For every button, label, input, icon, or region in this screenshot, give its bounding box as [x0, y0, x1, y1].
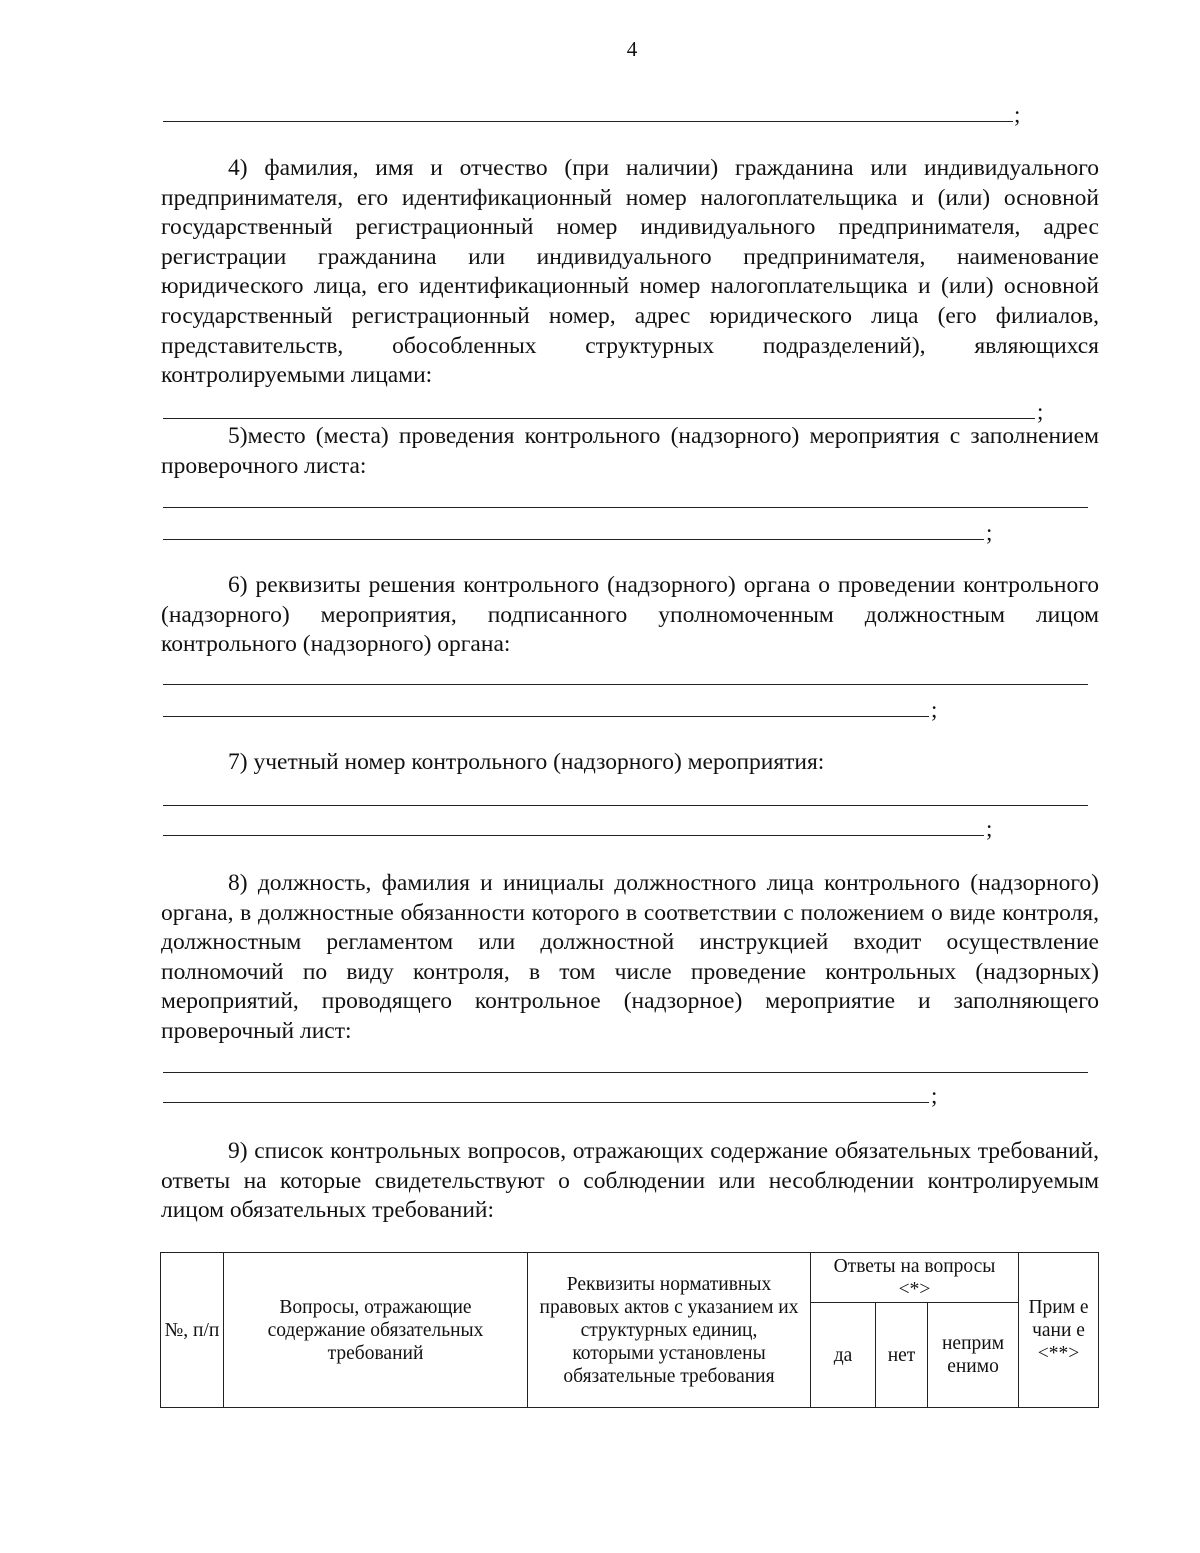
item-4-semicolon: ;	[1037, 399, 1044, 424]
item-6-semicolon: ;	[931, 697, 938, 722]
fill-line-item-5-a	[163, 507, 1088, 508]
header-answer-no: нет	[876, 1303, 928, 1408]
header-legal-acts: Реквизиты нормативных правовых актов с указанием их структурных единиц, которыми установлены обязательные требования	[528, 1253, 811, 1408]
fill-line-item-8-b	[163, 1102, 929, 1103]
page-number: 4	[626, 37, 638, 61]
fill-line-item-6-b	[163, 716, 929, 717]
item-6-paragraph: 6) реквизиты решения контрольного (надзорного) органа о проведении контрольного (надзорного) мероприятия, подписанного уполномоченным должностным лицом контрольного (надзорного) органа:	[161, 572, 1099, 658]
header-answers: Ответы на вопросы <*>	[811, 1253, 1019, 1303]
header-number: №, п/п	[161, 1253, 224, 1408]
item-5-semicolon: ;	[986, 520, 993, 545]
item-3-semicolon: ;	[1014, 102, 1021, 127]
item-7-semicolon: ;	[986, 816, 993, 841]
fill-line-item-5-b	[163, 539, 984, 540]
fill-line-item-6-a	[163, 684, 1088, 685]
fill-line-item-7-b	[163, 835, 984, 836]
header-notes: Прим ечани е <**>	[1019, 1253, 1099, 1408]
header-questions: Вопросы, отражающие содержание обязательных требований	[224, 1253, 528, 1408]
checklist-table	[160, 1252, 1099, 1408]
item-5-paragraph: 5)место (места) проведения контрольного (надзорного) мероприятия с заполнением проверочного листа:	[161, 423, 1099, 479]
item-7-paragraph: 7) учетный номер контрольного (надзорного) мероприятия:	[228, 749, 825, 775]
fill-line-item-4	[163, 418, 1035, 419]
header-answer-yes: да	[811, 1303, 876, 1408]
item-9-paragraph: 9) список контрольных вопросов, отражающих содержание обязательных требований, ответы на которые свидетельствуют о соблюдении или несоблюдении контролируемым лицом обязательных требований:	[161, 1138, 1099, 1224]
header-answer-not-applicable: неприм енимо	[928, 1303, 1019, 1408]
fill-line-item-8-a	[163, 1072, 1088, 1073]
fill-line-item-3	[163, 121, 1013, 122]
item-8-semicolon: ;	[931, 1083, 938, 1108]
item-8-paragraph: 8) должность, фамилия и инициалы должностного лица контрольного (надзорного) органа, в должностные обязанности которого в соответствии с положением о виде контроля, должностным регламентом или должностной инструкцией входит осуществление полномочий по виду контроля, в том числе проведение контрольных (надзорных) мероприятий, проводящего контрольное (надзорное) мероприятие и заполняющего проверочный лист:	[161, 870, 1099, 1044]
item-4-paragraph: 4) фамилия, имя и отчество (при наличии) гражданина или индивидуального предпринимателя, его идентификационный номер налогоплательщика и (или) основной государственный регистрационный номер индивидуального предпринимателя, адрес регистрации гражданина или индивидуального предпринимателя, наименование юридического лица, его идентификационный номер налогоплательщика и (или) основной государственный регистрационный номер, адрес юридического лица (его филиалов, представительств, обособленных структурных подразделений), являющихся контролируемыми лицами:	[161, 155, 1099, 389]
fill-line-item-7-a	[163, 805, 1088, 806]
